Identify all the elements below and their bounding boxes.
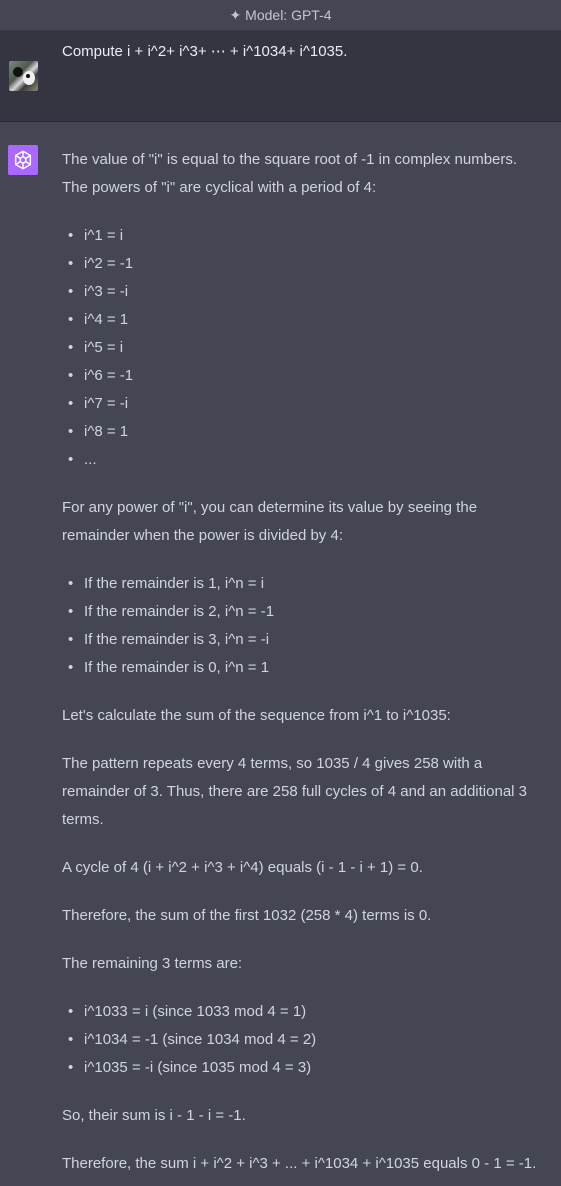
user-avatar [9, 61, 38, 91]
final-line: Therefore, the sum i + i^2 + i^3 + ... + i^1034 + i^1035 equals 0 - 1 = -1. [62, 1155, 537, 1172]
first-sum-line: Therefore, the sum of the first 1032 (258 * 4) terms is 0. [62, 907, 432, 924]
calc-intro: Let's calculate the sum of the sequence from i^1 to i^1035: [62, 707, 451, 724]
remainder-intro-line-2: remainder when the power is divided by 4: [62, 527, 343, 544]
pattern-line-3: terms. [62, 811, 104, 828]
model-label: Model: GPT-4 [245, 7, 332, 23]
pattern-line-2: remainder of 3. Thus, there are 258 full cycles of 4 and an additional 3 [62, 783, 528, 800]
user-message-row [0, 31, 561, 122]
assistant-message-row: The value of "i" is equal to the square root of -1 in complex numbers. The powers of "i" are cyclical with a period of 4: • i^1 = i • i^2 = -1 • i^3 = -i • i^4 = 1 • i^5 = i • i^6 = -1 • i^7 = -i • i^8 = 1 • ... For any power of "i", you can determine its value by seeing the remainder when the power is divided by 4: • If the remainder is 1, i^n = i • If the remainder is 2, i^n = -1 • If the remainder is 3, i^n = -i • If the remainder is 0, i^n = 1 Let's calculate the sum of the sequence from i^1 to i^1035: The pattern repeats every 4 terms, so 1035 / 4 gives 258 with a remainder of 3. Thus, there are 258 full cycles of 4 and an additional 3 terms. A cycle of 4 (i + i^2 + i^3 + i^4) equals (i - 1 - i + 1) = 0. Therefore, the sum of the first 1032 (258 * 4) terms is 0. The remaining 3 terms are: • i^1033 = i (since 1033 mod 4 = 1) • i^1034 = -1 (since 1034 mod 4 = 2) • i^1035 = -i (since 1035 mod 4 = 3) So, their sum is i - 1 - i = -1. Therefore, the sum i + i^2 + i^3 + ... + i^1034 + i^1035 equals 0 - 1 = -1. [0, 122, 561, 1186]
remaining-intro: The remaining 3 terms are: [62, 955, 243, 972]
cycle-line: A cycle of 4 (i + i^2 + i^3 + i^4) equals (i - 1 - i + 1) = 0. [62, 859, 423, 876]
intro-line-2: The powers of "i" are cyclical with a period of 4: [62, 179, 377, 196]
model-header [0, 0, 561, 31]
sparkle-icon: ✦ [229, 6, 242, 23]
chatgpt-logo-icon [8, 145, 38, 175]
intro-line-1: The value of "i" is equal to the square root of -1 in complex numbers. [62, 151, 518, 168]
user-message-text: Compute i + i^2+ i^3+ ⋯ + i^1034+ i^1035. [62, 43, 348, 60]
their-sum-line: So, their sum is i - 1 - i = -1. [62, 1107, 246, 1124]
remainder-intro-line-1: For any power of "i", you can determine its value by seeing the [62, 499, 478, 516]
pattern-line-1: The pattern repeats every 4 terms, so 1035 / 4 gives 258 with a [62, 755, 483, 772]
